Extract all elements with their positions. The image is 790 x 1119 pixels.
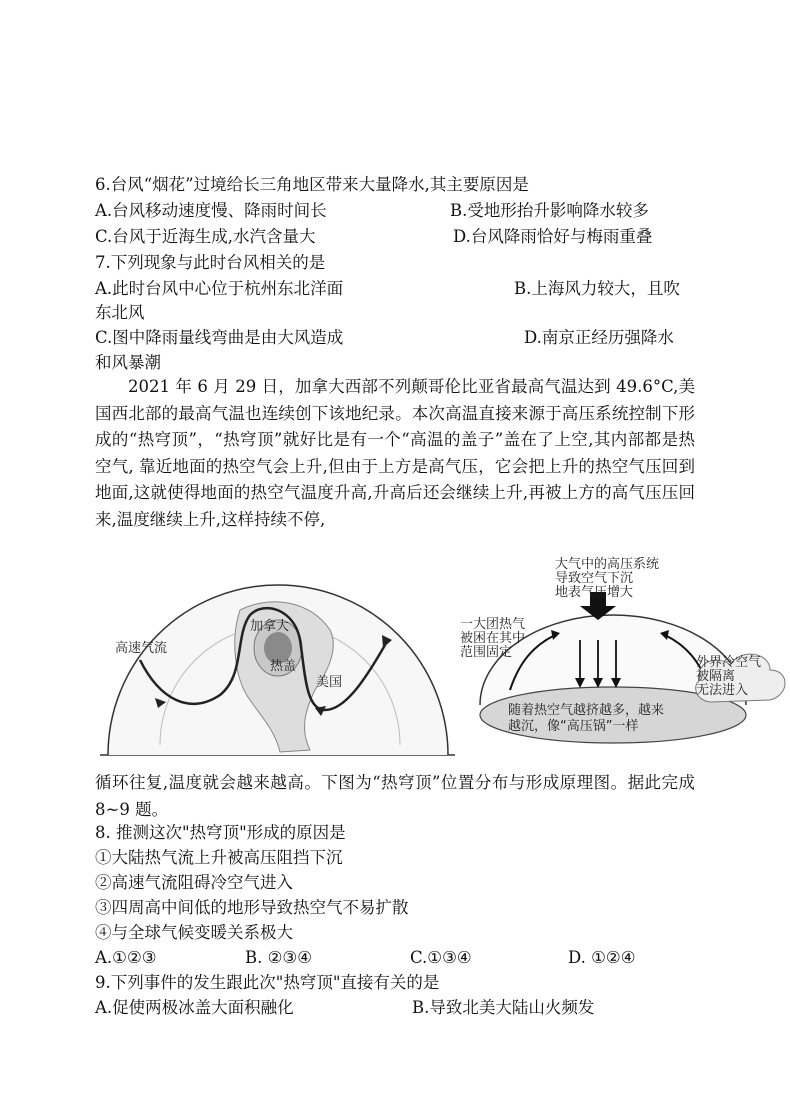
q7-option-d-cont: 和风暴潮 [95, 353, 161, 372]
label-canada: 加拿大 [250, 619, 290, 634]
q7-option-b: B.上海风力较大，且吹 [514, 279, 680, 298]
label-right-3: 无法进入 [696, 683, 749, 698]
q8-statement-1: ①大陆热气流上升被高压阻挡下沉 [95, 848, 343, 867]
passage-paragraph: 2021 年 6 月 29 日，加拿大西部不列颠哥伦比亚省最高气温达到 49.6°C,美国西北部的最高气温也连续创下该地纪录。本次高温直接来源于高压系统控制下形成的“热穹顶”，“热穹顶”就好比是有一个“高温的盖子”盖在了上空,其内部都是热空气, 靠近地面的热空气会上升,但由于上方是高气压，它会把上升的热空气压回到地面,这就使得地面的热空气温度升高,升高后还会继续上升,再被上方的高气压压回来,温度继续上升,这样持续不停, [95, 377, 695, 529]
label-top-1: 大气中的高压系统 [555, 557, 660, 572]
q8-statement-2: ②高速气流阻碍冷空气进入 [95, 873, 293, 892]
q8-option-a: A.①②③ [95, 948, 157, 967]
heat-dome-figure [100, 540, 790, 768]
q8-statement-4: ④与全球气候变暖关系极大 [95, 923, 293, 942]
label-bottom-2: 越沉，像“高压锅”一样 [508, 719, 639, 734]
label-left-1: 一大团热气 [460, 617, 526, 632]
passage-continued: 循环往复,温度就会越来越高。下图为“热穹顶”位置分布与形成原理图。据此完成 8~9 题。 [95, 773, 695, 819]
label-left-2: 被困在其中 [460, 631, 526, 646]
q9-option-b: B.导致北美大陆山火频发 [412, 998, 595, 1017]
q9-stem: 9.下列事件的发生跟此次"热穹顶"直接有关的是 [95, 973, 440, 992]
q7-option-c: C.图中降雨量线弯曲是由大风造成 [95, 328, 344, 347]
label-left-3: 范围固定 [460, 645, 513, 660]
q7-option-d: D.南京正经历强降水 [524, 328, 674, 347]
label-usa: 美国 [316, 675, 343, 690]
hemisphere-map [100, 585, 455, 755]
label-jet: 高速气流 [115, 641, 168, 656]
q8-option-d: D. ①②④ [568, 948, 636, 967]
q6-option-c: C.台风于近海生成,水汽含量大 [95, 227, 316, 246]
label-right-2: 被隔离 [696, 669, 736, 684]
q6-option-b: B.受地形抬升影响降水较多 [450, 201, 649, 220]
label-heat: 热盖 [270, 659, 297, 674]
q9-option-a: A.促使两极冰盖大面积融化 [95, 998, 294, 1017]
q8-stem: 8. 推测这次"热穹顶"形成的原因是 [95, 823, 346, 842]
q6-option-a: A.台风移动速度慢、降雨时间长 [95, 201, 327, 220]
q6-stem: 6.台风“烟花”过境给长三角地区带来大量降水,其主要原因是 [95, 175, 529, 194]
q7-option-a: A.此时台风中心位于杭州东北洋面 [95, 279, 344, 298]
label-right-1: 外界冷空气 [696, 655, 762, 670]
q8-option-c: C.①③④ [410, 948, 472, 967]
label-top-3: 地表气压增大 [555, 585, 634, 600]
q7-stem: 7.下列现象与此时台风相关的是 [95, 253, 326, 272]
q7-option-b-cont: 东北风 [95, 303, 145, 322]
q8-option-b: B. ②③④ [245, 948, 312, 967]
dome-principle [460, 556, 785, 743]
q6-option-d: D.台风降雨恰好与梅雨重叠 [453, 227, 653, 246]
q8-statement-3: ③四周高中间低的地形导致热空气不易扩散 [95, 898, 409, 917]
label-top-2: 导致空气下沉 [555, 571, 634, 586]
label-bottom-1: 随着热空气越挤越多，越来 [508, 703, 665, 718]
